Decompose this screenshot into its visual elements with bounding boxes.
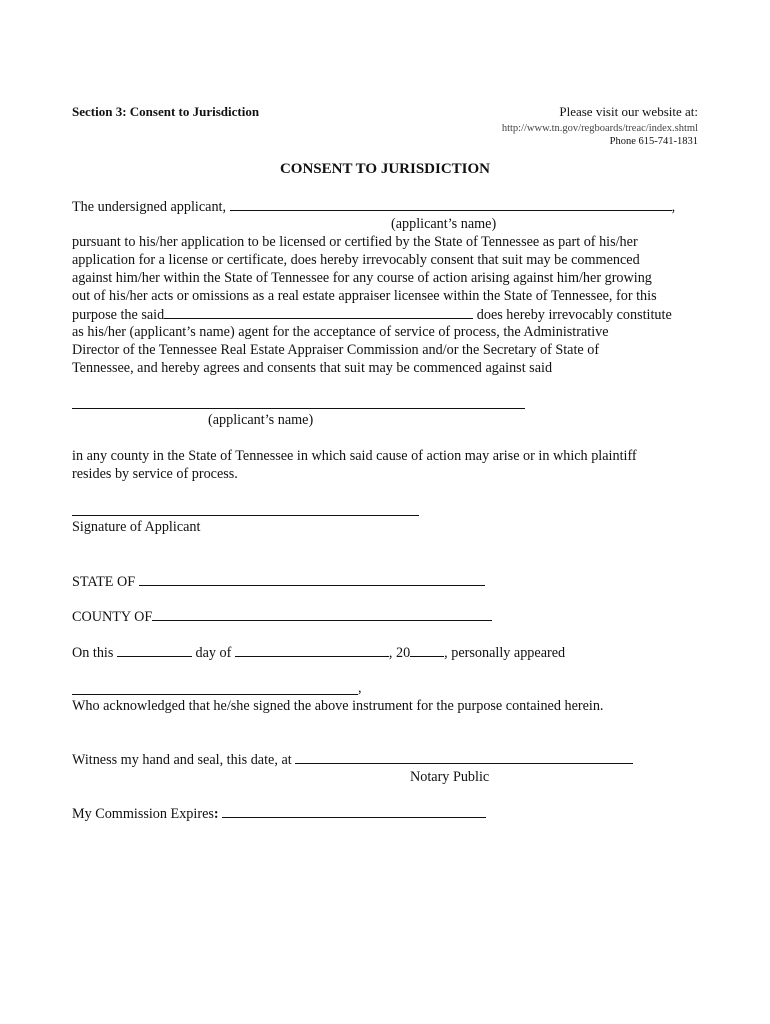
state-line <box>72 573 485 591</box>
paragraph-line: Director of the Tennessee Real Estate Appraiser Commission and/or the Secretary of State of <box>72 342 600 358</box>
applicant-name-caption: (applicant’s name) <box>391 216 497 232</box>
on-this-label: On this <box>72 645 114 661</box>
website-url[interactable]: http://www.tn.gov/regboards/treac/index.shtml <box>501 123 698 134</box>
purpose-suffix: does hereby irrevocably constitute <box>476 307 672 323</box>
year-prefix: , 20 <box>388 645 411 661</box>
paragraph-line: as his/her (applicant’s name) agent for the acceptance of service of process, the Administrative <box>72 324 609 340</box>
header-contact <box>502 104 698 147</box>
acknowledged-line: Who acknowledged that he/she signed the above instrument for the purpose contained herein. <box>72 698 604 714</box>
notary-public-label: Notary Public <box>410 769 490 785</box>
applicant-name-field-2[interactable] <box>72 408 525 409</box>
appeared-name-field[interactable] <box>72 694 358 695</box>
applicant-name-field[interactable] <box>230 198 672 211</box>
commission-colon: : <box>213 806 219 822</box>
applicant-name-caption-2: (applicant’s name) <box>208 412 314 428</box>
day-of-label: day of <box>195 645 232 661</box>
signature-field[interactable] <box>72 515 419 516</box>
purpose-name-field[interactable] <box>164 306 473 319</box>
year-field[interactable] <box>410 644 444 657</box>
page-title: CONSENT TO JURISDICTION <box>279 161 491 177</box>
phone-number: Phone 615-741-1831 <box>609 136 698 147</box>
witness-location-field[interactable] <box>295 751 633 764</box>
month-field[interactable] <box>235 644 389 657</box>
county-label: COUNTY OF <box>72 609 153 625</box>
county-line <box>72 608 492 626</box>
day-field[interactable] <box>117 644 192 657</box>
purpose-line <box>72 306 672 324</box>
paragraph-line: resides by service of process. <box>72 466 238 482</box>
paragraph-line: out of his/her acts or omissions as a real estate appraiser licensee within the State of Tennessee, for this <box>72 288 657 304</box>
paragraph-line: application for a license or certificate, does hereby irrevocably consent that suit may be commenced <box>72 252 640 268</box>
applicant-line <box>72 198 675 216</box>
paragraph-line: against him/her within the State of Tennessee for any course of action arising against him/her growing <box>72 270 652 286</box>
commission-expiry-field[interactable] <box>222 805 486 818</box>
date-line <box>72 644 565 662</box>
commission-label: My Commission Expires <box>72 806 214 822</box>
county-field[interactable] <box>152 608 492 621</box>
commission-line <box>72 805 486 823</box>
paragraph-line: pursuant to his/her application to be licensed or certified by the State of Tennessee as part of his/her <box>72 234 638 250</box>
signature-label: Signature of Applicant <box>72 519 201 535</box>
applicant-line-suffix: , <box>671 199 676 215</box>
witness-line <box>72 751 633 769</box>
website-prompt: Please visit our website at: <box>559 104 698 119</box>
state-label: STATE OF <box>72 574 136 590</box>
paragraph-line: Tennessee, and hereby agrees and consents that suit may be commenced against said <box>72 360 553 376</box>
appeared-name-suffix: , <box>358 680 362 696</box>
state-field[interactable] <box>139 573 485 586</box>
paragraph-line: in any county in the State of Tennessee in which said cause of action may arise or in which plaintiff <box>72 448 637 464</box>
applicant-line-prefix: The undersigned applicant, <box>72 199 227 215</box>
section-label: Section 3: Consent to Jurisdiction <box>72 104 260 119</box>
witness-label: Witness my hand and seal, this date, at <box>72 752 292 768</box>
appeared-label: , personally appeared <box>444 645 566 661</box>
purpose-prefix: purpose the said <box>72 307 165 323</box>
